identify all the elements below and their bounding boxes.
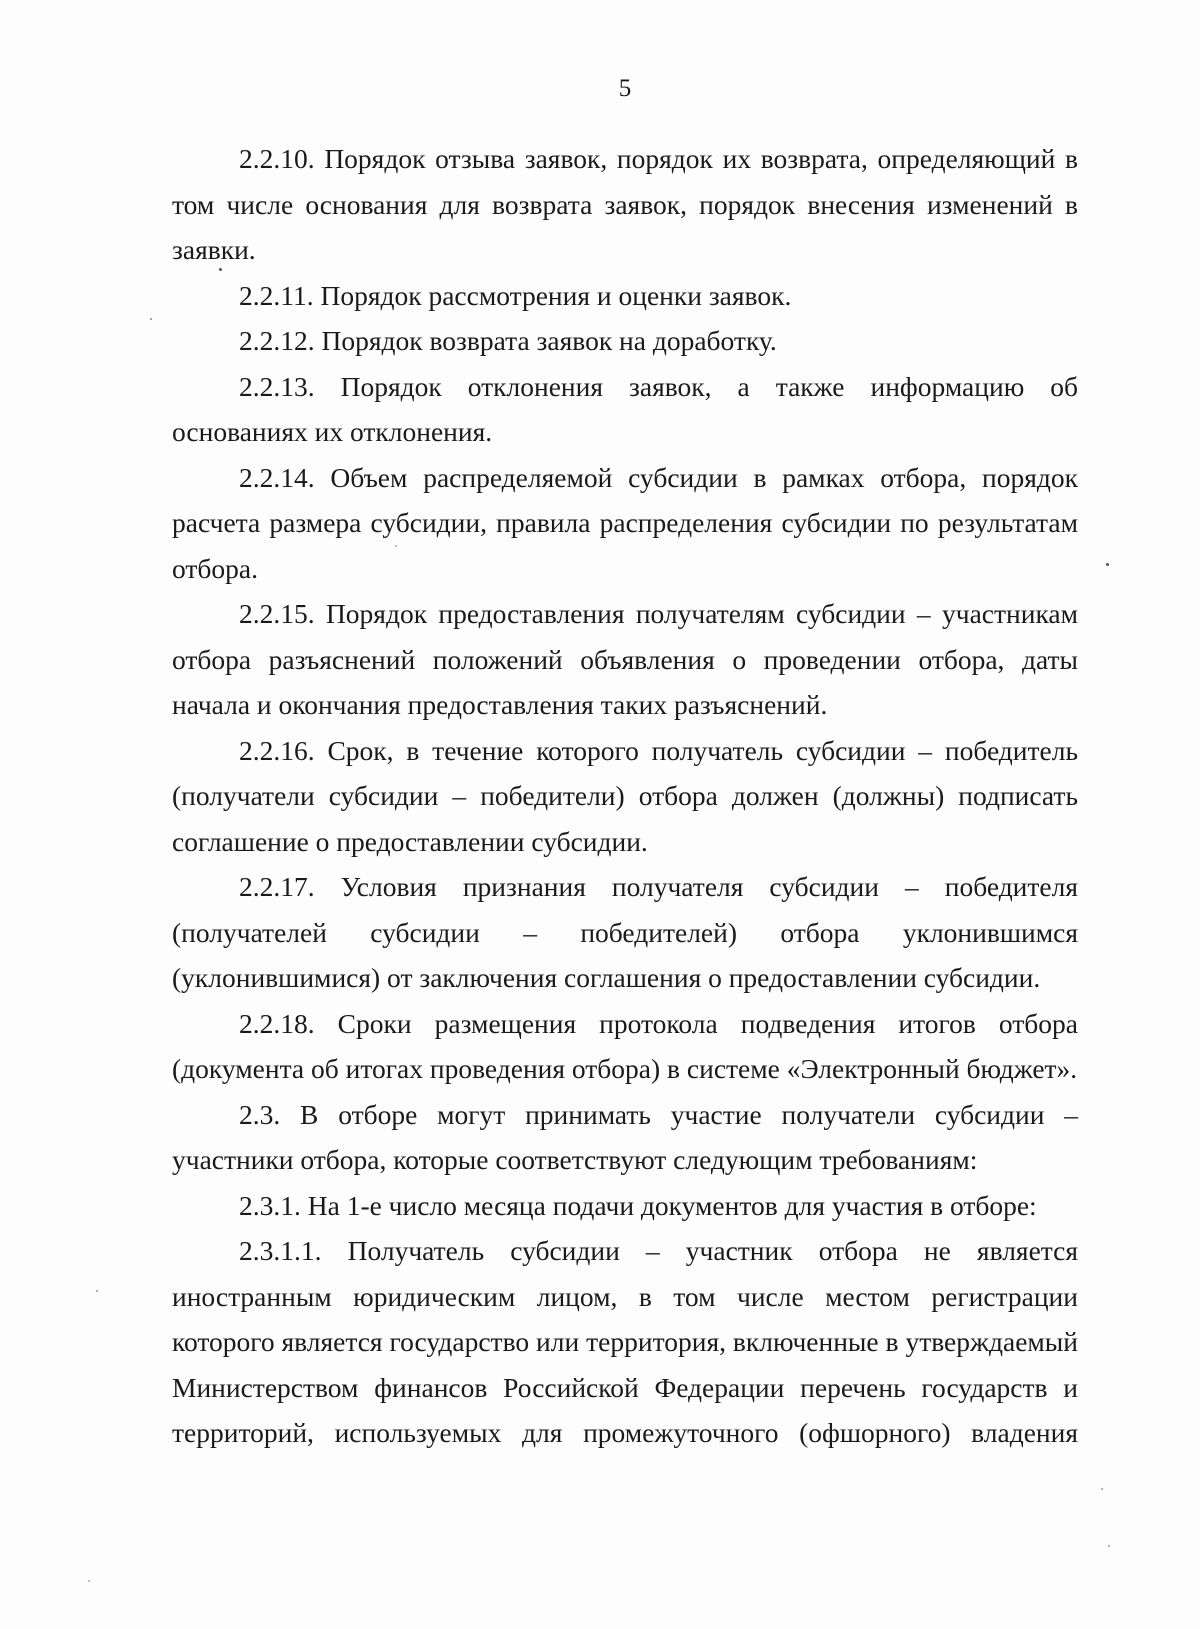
scan-speck [219, 268, 222, 271]
paragraph-2-2-12: 2.2.12. Порядок возврата заявок на доработку. [239, 325, 777, 356]
scan-speck [395, 545, 397, 547]
scan-speck [1101, 1488, 1103, 1490]
paragraph-2-2-18: 2.2.18. Сроки размещения протокола подведения итогов отбора (документа об итогах проведения отбора) в системе «Электронный бюджет». [172, 1007, 1078, 1084]
scan-speck [1106, 563, 1109, 566]
scan-speck [96, 1290, 98, 1292]
paragraph-2-2-16: 2.2.16. Срок, в течение которого получатель субсидии – победитель (получатели субсидии – победители) отбора должен (должны) подписать соглашение о предоставлении субсидии. [172, 734, 1078, 857]
paragraph-2-2-14: 2.2.14. Объем распределяемой субсидии в рамках отбора, порядок расчета размера субсидии, правила распределения субсидии по результатам отбора. [172, 461, 1078, 584]
scan-speck [150, 318, 152, 320]
paragraph-2-2-13: 2.2.13. Порядок отклонения заявок, а также информацию об основаниях их отклонения. [172, 370, 1078, 447]
document-body [172, 136, 1078, 1456]
paragraph-2-3-1-1: 2.3.1.1. Получатель субсидии – участник отбора не является иностранным юридическим лицом, в том числе местом регистрации которого является государство или территория, включенные в утверждаемый Министерством финансов Российской Федерации перечень государств и территорий, используемых для промежуточного (офшорного) владения [172, 1235, 1078, 1448]
paragraph-2-2-10: 2.2.10. Порядок отзыва заявок, порядок их возврата, определяющий в том числе основания для возврата заявок, порядок внесения изменений в заявки. [172, 143, 1078, 265]
scan-speck [1108, 1545, 1110, 1547]
paragraph-2-2-11: 2.2.11. Порядок рассмотрения и оценки заявок. [239, 279, 792, 311]
paragraph-2-2-17: 2.2.17. Условия признания получателя субсидии – победителя (получателей субсидии – победителей) отбора уклонившимся (уклонившимися) от заключения соглашения о предоставлении субсидии. [172, 871, 1078, 993]
page-number: 5 [618, 75, 632, 102]
paragraph-2-2-15: 2.2.15. Порядок предоставления получателям субсидии – участникам отбора разъяснений положений объявления о проведении отбора, даты начала и окончания предоставления таких разъяснений. [172, 598, 1078, 720]
paragraph-2-3: 2.3. В отборе могут принимать участие получатели субсидии – участники отбора, которые соответствуют следующим требованиям: [172, 1098, 1078, 1175]
paragraph-2-3-1: 2.3.1. На 1-е число месяца подачи документов для участия в отборе: [239, 1189, 1037, 1221]
scan-speck [88, 1580, 90, 1582]
